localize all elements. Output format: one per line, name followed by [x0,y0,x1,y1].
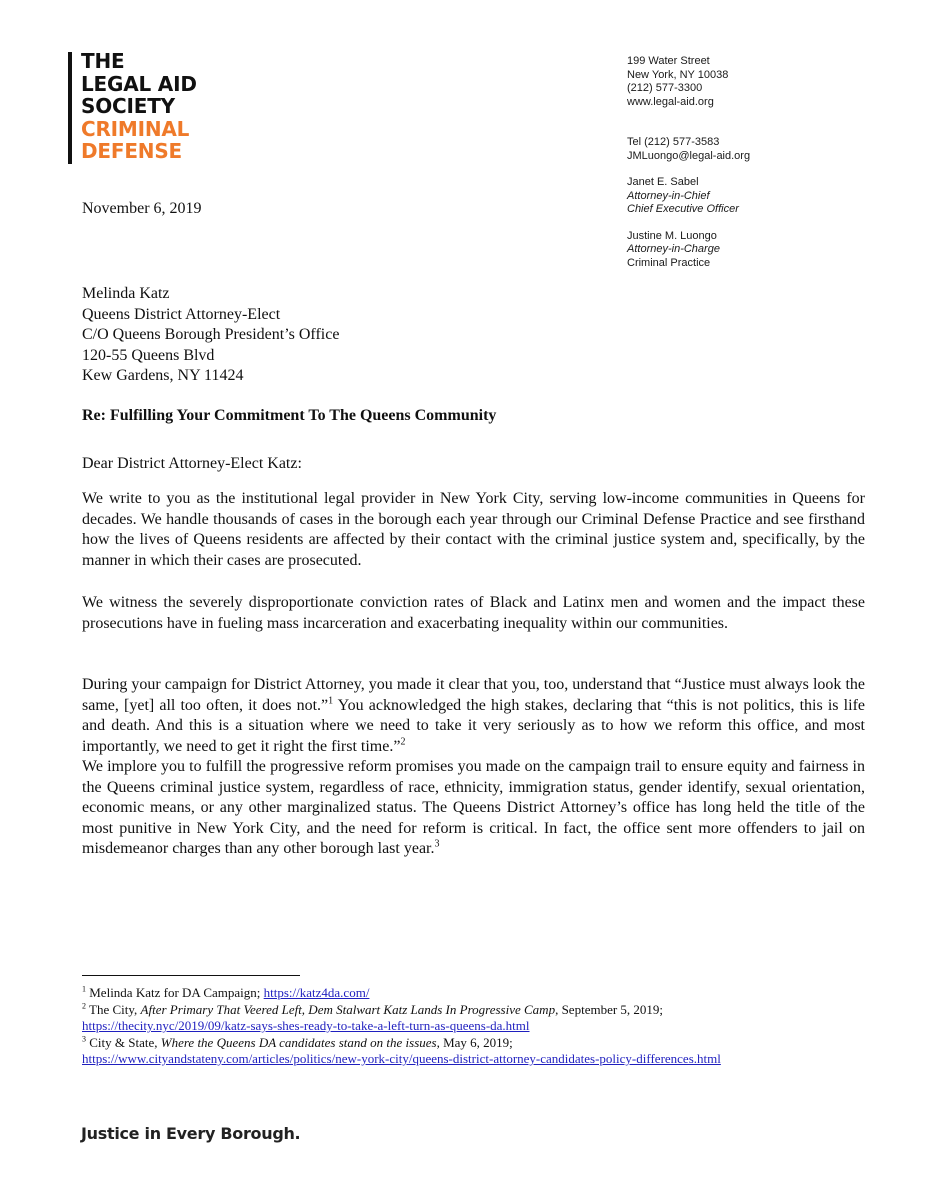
sender-phone: Tel (212) 577-3583 [627,136,720,148]
footnote-separator [82,975,300,976]
footnote-article-title: Where the Queens DA candidates stand on the issues, [160,1034,440,1050]
logo-line-legal-aid: LEGAL AID [81,71,197,96]
footnote-2 [82,1002,865,1035]
body-paragraph-2: We witness the severely disproportionate conviction rates of Black and Latinx men and women and the impact these prosecutions have in fueling mass incarceration and exacerbating inequality within our communities. [82,594,865,632]
sender-contact [627,136,750,163]
officer-title: Attorney-in-Charge [627,243,720,255]
logo-wordmark [81,50,197,163]
address-city: New York, NY 10038 [627,68,729,81]
letter-date: November 6, 2019 [82,200,202,217]
letter-subject: Re: Fulfilling Your Commitment To The Queens Community [82,407,497,424]
footnote-source: City & State, [86,1034,161,1050]
officer-block-luongo [627,230,750,271]
body-paragraph-3 [82,675,865,757]
paragraph-text: You acknowledged the high stakes, declaring that “this is not politics, this is life and death. And this is a situation where we need to take it very seriously as to how we reform this office, and most importantly, we need to get it right the first time.” [82,696,865,755]
logo-line-defense: DEFENSE [81,139,182,164]
recipient-address [82,284,339,387]
recipient-title: Queens District Attorney-Elect [82,305,281,323]
logo-line-society: SOCIETY [81,94,175,119]
letter-salutation: Dear District Attorney-Elect Katz: [82,455,302,472]
body-paragraph-4 [82,757,865,860]
footnote-article-title: After Primary That Veered Left, Dem Stalwart Katz Lands In Progressive Camp [140,1001,556,1017]
address-website[interactable]: www.legal-aid.org [627,95,714,108]
officer-subtitle: Criminal Practice [627,256,711,269]
footnote-date: May 6, 2019; [439,1034,513,1050]
letterhead-contact-column [627,55,750,283]
office-address [627,55,750,109]
footer-tagline: Justice in Every Borough. [81,1124,301,1143]
footnote-source: The City, [86,1001,141,1017]
footnote-number: 1 [82,984,86,994]
address-street: 199 Water Street [627,55,710,67]
footnote-3 [82,1035,865,1068]
footnote-link[interactable]: https://katz4da.com/ [263,985,370,1000]
address-phone: (212) 577-3300 [627,82,703,94]
officer-name: Janet E. Sabel [627,176,699,188]
officer-block-sabel [627,176,750,217]
officer-name: Justine M. Luongo [627,229,717,242]
footnote-ref-2[interactable]: 2 [400,736,406,748]
logo-vertical-bar [68,52,72,164]
footnote-link[interactable]: https://www.cityandstateny.com/articles/politics/new-york-city/queens-district-attorney-candidates-policy-differences.html [82,1051,721,1067]
officer-subtitle: Chief Executive Officer [627,203,739,215]
logo-line-criminal: CRIMINAL [81,116,190,141]
footnote-1 [82,985,865,1002]
footnote-number: 3 [82,1034,86,1044]
body-paragraph-1: We write to you as the institutional legal provider in New York City, serving low-income communities in Queens for decades. We handle thousands of cases in the borough each year through our Criminal Defense Practice and see firsthand how the lives of Queens residents are affected by their contact with the criminal justice system and, specifically, by the manner in which their cases are prosecuted. [82,490,865,569]
paragraph-text: We implore you to fulfill the progressive reform promises you made on the campaign trail to ensure equity and fairness in the Queens criminal justice system, regardless of race, ethnicity, immigration status, gender identify, sexual orientation, economic means, or any other marginalized status. The Queens District Attorney’s office has long held the title of the most punitive in New York City, and the need for reform is critical. In fact, the office sent more offenders to jail on misdemeanor charges than any other borough last year. [82,758,865,858]
footnote-link[interactable]: https://thecity.nyc/2019/09/katz-says-shes-ready-to-take-a-left-turn-as-queens-da.html [82,1018,530,1034]
logo-line-the: THE [81,49,125,73]
recipient-street: 120-55 Queens Blvd [82,346,215,364]
recipient-city: Kew Gardens, NY 11424 [82,367,244,384]
footnote-source: Melinda Katz for DA Campaign; [86,985,264,1000]
recipient-care-of: C/O Queens Borough President’s Office [82,326,340,343]
footnote-date: , September 5, 2019; [555,1001,664,1017]
officer-title: Attorney-in-Chief [627,189,710,202]
paragraph-text: During your campaign for District Attorney, you made it clear that you, too, understand that “Justice must always look the same, [yet] all too often, it does not.” [82,676,865,714]
footnote-ref-3[interactable]: 3 [434,839,440,851]
legal-aid-society-logo [68,49,268,170]
footnotes [82,985,865,1068]
footnote-ref-1[interactable]: 1 [328,695,334,707]
recipient-name: Melinda Katz [82,285,170,302]
footnote-number: 2 [82,1001,86,1011]
sender-email[interactable]: JMLuongo@legal-aid.org [627,149,751,162]
